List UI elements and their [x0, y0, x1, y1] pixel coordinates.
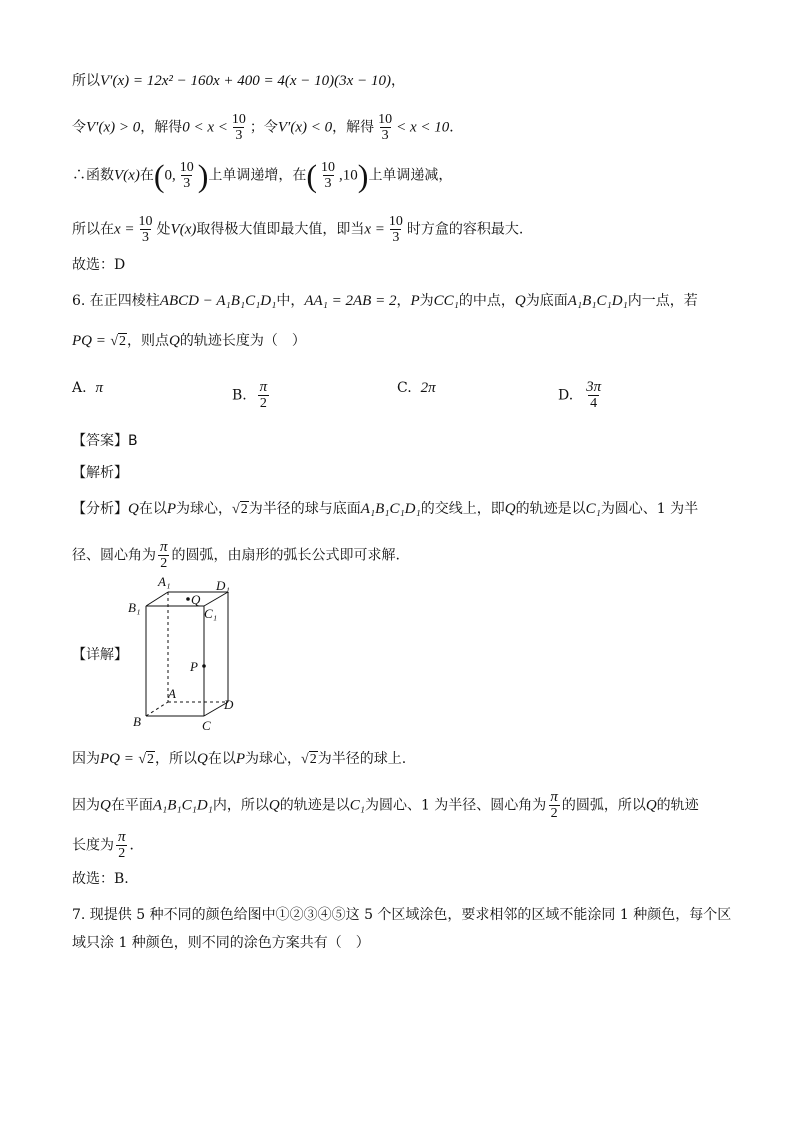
derivative-formula: V′(x) = 12x² − 160x + 400 = 4(x − 10)(3x − 10) — [100, 73, 391, 89]
answer: 【答案】B — [72, 433, 138, 449]
q7-line-1: 7. 现提供 5 种不同的颜色给图中①②③④⑤这 5 个区域涂色，要求相邻的区域不能涂同 1 种颜色，每个区 — [72, 907, 732, 923]
math: PQ = — [72, 333, 106, 349]
text: 上单调递减， — [368, 167, 453, 184]
text: 的中点， — [458, 293, 515, 309]
zero: 0, — [164, 167, 176, 184]
text: 在平面 — [110, 797, 153, 814]
q6-stem — [72, 290, 698, 312]
text: 因为 — [72, 751, 100, 767]
denominator: 3 — [381, 128, 389, 143]
denominator: 3 — [392, 230, 400, 245]
fraction-ten-thirds — [230, 112, 248, 143]
solution-line-intervals — [72, 112, 463, 143]
text: 内一点，若 — [627, 293, 698, 309]
denominator: 2 — [259, 396, 267, 411]
left-paren: ( — [306, 157, 318, 194]
label-a: A — [168, 686, 176, 701]
solution-line-derivative — [72, 70, 405, 92]
text: ． — [449, 119, 464, 136]
solution-line-conclusion — [72, 214, 523, 245]
math: Q — [514, 293, 526, 309]
point-q — [186, 597, 190, 601]
math-q: Q — [645, 797, 657, 814]
text: ，则点 — [127, 333, 170, 349]
solution-line-monotonic — [72, 157, 453, 194]
math: 0 < x < — [182, 119, 228, 136]
option-value: 2π — [420, 380, 436, 396]
denominator: 3 — [183, 176, 191, 191]
text: 6. 在正四棱柱 — [72, 293, 160, 309]
choice-d: 故选：D — [72, 257, 126, 273]
fraction-pi-over-2 — [258, 380, 270, 411]
math-c1: C₁ — [585, 501, 601, 517]
detail-line-3 — [72, 830, 144, 861]
text: 为底面 — [525, 293, 568, 309]
sqrt-two: √2 — [232, 502, 248, 517]
math: ABCD − A₁B₁C₁D₁ — [159, 293, 277, 309]
text: 长度为 — [72, 837, 114, 854]
text: 中， — [276, 293, 305, 309]
prism-figure — [124, 574, 244, 734]
option-c — [397, 380, 436, 397]
numerator: π — [259, 379, 268, 395]
text: 上单调递增，在 — [208, 167, 307, 184]
text: ． — [129, 837, 144, 854]
sqrt-two: √2 — [301, 752, 317, 767]
detail-line-1 — [72, 748, 406, 771]
denominator: 4 — [590, 396, 598, 411]
text: 时方盒的容积最大. — [406, 221, 524, 238]
text: 的轨迹 — [656, 797, 699, 814]
text: 在以 — [207, 751, 236, 767]
detail-line-2 — [72, 790, 699, 821]
math: A₁B₁C₁D₁ — [360, 501, 421, 517]
label-b: B — [133, 714, 141, 729]
fraction-ten-thirds — [387, 214, 405, 245]
option-value: π — [95, 380, 103, 396]
math: V(x) — [170, 221, 197, 238]
text: 的轨迹是以 — [279, 797, 350, 814]
numerator: 10 — [321, 160, 336, 175]
math: Q — [169, 333, 180, 349]
text: 的交线上，即 — [420, 501, 505, 517]
text: 所以 — [72, 73, 100, 89]
label-p: P — [190, 659, 198, 674]
numerator: π — [118, 829, 126, 845]
denominator: 2 — [118, 846, 126, 861]
text: 的圆弧，由扇形的弧长公式即可求解. — [171, 547, 400, 564]
text: ， — [396, 293, 411, 309]
fraction-3pi-over-4 — [584, 380, 603, 411]
analysis-label: 【分析】 — [72, 501, 128, 517]
math: A₁B₁C₁D₁ — [567, 293, 628, 309]
text: ，解得 — [140, 119, 183, 136]
analysis-heading: 【解析】 — [72, 465, 128, 481]
option-b — [232, 380, 271, 411]
math-q: Q — [128, 501, 139, 517]
radicand: 2 — [147, 752, 155, 767]
math: x = — [364, 221, 385, 238]
math: V′(x) > 0 — [86, 119, 141, 136]
detail-heading: 【详解】 — [72, 647, 128, 663]
numerator: 10 — [378, 112, 393, 127]
text: 在以 — [138, 501, 167, 517]
math: x = — [114, 221, 135, 238]
choice-b: 故选：B. — [72, 871, 129, 887]
math: AA₁ = 2AB = 2 — [304, 293, 397, 309]
fraction-ten-thirds — [319, 160, 337, 191]
q7-line-2: 域只涂 1 种颜色，则不同的涂色方案共有（ ） — [72, 935, 370, 951]
option-a — [72, 380, 103, 397]
option-label: D. — [558, 387, 574, 404]
text: 的轨迹是以 — [515, 501, 586, 517]
text: 在 — [139, 167, 154, 184]
math: PQ = — [100, 751, 134, 767]
option-d — [558, 380, 605, 411]
text: 的圆弧，所以 — [561, 797, 646, 814]
text: 为球心， — [176, 501, 233, 517]
text: ，解得 — [332, 119, 375, 136]
denominator: 2 — [160, 556, 168, 571]
sqrt-two: √2 — [138, 752, 155, 767]
radicand: 2 — [240, 502, 248, 517]
text: ∴函数 — [72, 167, 114, 184]
left-paren: ( — [153, 157, 165, 194]
sqrt-two: √2 — [110, 334, 127, 349]
numerator: π — [550, 789, 558, 805]
text: ， — [390, 73, 405, 89]
fraction-pi-over-2 — [158, 540, 170, 571]
edge-b1-a1 — [146, 592, 168, 606]
numerator: 10 — [138, 214, 153, 229]
math-q: Q — [504, 501, 516, 517]
text: 取得极大值即最大值，即当 — [196, 221, 365, 238]
math: A₁B₁C₁D₁ — [152, 797, 213, 814]
fraction-pi-over-2 — [116, 830, 128, 861]
label-c1: C₁ — [204, 606, 218, 621]
radicand: 2 — [309, 752, 317, 767]
right-paren: ) — [357, 157, 369, 194]
denominator: 3 — [235, 128, 243, 143]
edge-b-a — [146, 702, 168, 716]
text: 所以在 — [72, 221, 114, 238]
fraction-ten-thirds — [376, 112, 394, 143]
denominator: 3 — [324, 176, 332, 191]
denominator: 2 — [550, 806, 558, 821]
label-q: Q — [191, 592, 201, 607]
text: 为半径的球上. — [317, 751, 407, 767]
numerator: π — [160, 539, 168, 555]
analysis-line-2 — [72, 540, 400, 571]
math-q: Q — [100, 797, 111, 814]
math-c1: C₁ — [349, 797, 365, 814]
label-d1: D₁ — [216, 578, 230, 593]
fraction-ten-thirds — [178, 160, 196, 191]
option-label: B. — [232, 387, 247, 404]
label-d: D — [224, 697, 234, 712]
label-a1: A₁ — [158, 574, 171, 589]
text: 令 — [72, 119, 86, 136]
math-q: Q — [268, 797, 280, 814]
math-p: P — [235, 751, 246, 767]
q6-stem-2 — [72, 330, 306, 353]
numerator: 10 — [388, 214, 403, 229]
point-p — [202, 664, 206, 668]
math: < x < 10 — [396, 119, 450, 136]
fraction-pi-over-2 — [548, 790, 560, 821]
text: 为圆心、1 为半 — [600, 501, 699, 517]
text: 处 — [156, 221, 171, 238]
option-label: A. — [72, 380, 87, 396]
text: 为 — [419, 293, 434, 309]
text: ；令 — [249, 119, 278, 136]
text: 径、圆心角为 — [72, 547, 156, 564]
numerator: 10 — [179, 160, 194, 175]
numerator: 3π — [586, 379, 602, 395]
fraction-ten-thirds — [137, 214, 155, 245]
denominator: 3 — [142, 230, 150, 245]
math: P — [410, 293, 420, 309]
math: V(x) — [114, 167, 140, 184]
text: 的轨迹长度为（ ） — [179, 333, 306, 349]
text: 为半径的球与底面 — [248, 501, 361, 517]
math: CC₁ — [433, 293, 459, 309]
math: V′(x) < 0 — [277, 119, 333, 136]
option-label: C. — [397, 380, 412, 396]
right-paren: ) — [197, 157, 209, 194]
ten: ,10 — [339, 167, 358, 184]
math-p: P — [166, 501, 177, 517]
label-b1: B₁ — [128, 600, 141, 615]
math-q: Q — [197, 751, 208, 767]
numerator: 10 — [231, 112, 246, 127]
text: 为球心， — [245, 751, 302, 767]
text: 内，所以 — [212, 797, 269, 814]
analysis-line-1 — [72, 498, 698, 521]
text: 因为 — [72, 797, 100, 814]
edge-c1-d1 — [204, 592, 228, 606]
text: 为圆心、1 为半径、圆心角为 — [364, 797, 547, 814]
text: ，所以 — [155, 751, 198, 767]
label-c: C — [202, 718, 211, 733]
radicand: 2 — [119, 334, 127, 349]
